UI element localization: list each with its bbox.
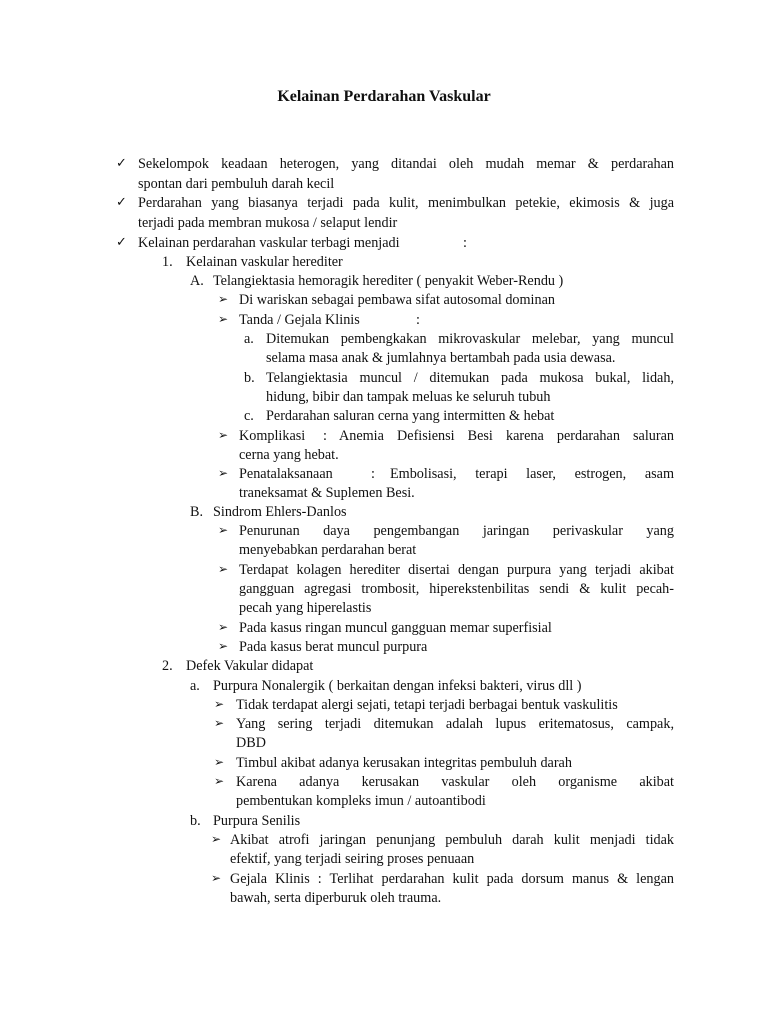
item-line: Gejala Klinis : Terlihat perdarahan kulit pada dorsum manus & lengan <box>230 871 674 887</box>
subsection-marker: a. <box>190 678 200 694</box>
symptom-item <box>0 331 768 371</box>
point-line: Perdarahan yang biasanya terjadi pada kulit, menimbulkan petekie, ekimosis & juga <box>138 195 674 211</box>
item-line: pecah yang hiperelastis <box>239 600 372 616</box>
item-line: Tidak terdapat alergi sejati, tetapi terjadi berbagai bentuk vaskulitis <box>236 697 618 713</box>
symptom-line: hidung, bibir dan tampak meluas ke seluruh tubuh <box>266 389 551 405</box>
arrow-icon: ➢ <box>218 292 229 306</box>
arrow-icon: ➢ <box>214 697 225 711</box>
document-title: Kelainan Perdarahan Vaskular <box>277 88 491 105</box>
arrow-icon: ➢ <box>214 774 225 788</box>
item-line: Tanda / Gejala Klinis <box>239 312 360 328</box>
arrow-item <box>0 523 768 563</box>
arrow-icon: ➢ <box>218 639 229 653</box>
check-point <box>0 235 768 255</box>
item-line: Embolisasi, terapi laser, estrogen, asam <box>390 466 674 482</box>
item-line: menyebabkan perdarahan berat <box>239 542 417 558</box>
subsection-marker: A. <box>190 273 204 289</box>
check-icon: ✓ <box>116 235 127 250</box>
check-icon: ✓ <box>116 156 127 171</box>
subsection-marker: B. <box>190 504 204 520</box>
section-number: 1. <box>162 254 173 270</box>
arrow-icon: ➢ <box>218 620 229 634</box>
item-line: Penurunan daya pengembangan jaringan perivaskular yang <box>239 523 674 539</box>
item-line: Akibat atrofi jaringan penunjang pembuluh darah kulit menjadi tidak <box>230 832 674 848</box>
item-line: gangguan agregasi trombosit, hiperekstenbilitas sendi & kulit pecah- <box>239 581 674 597</box>
section-label: Kelainan vaskular herediter <box>186 254 343 270</box>
item-term: Penatalaksanaan <box>239 466 333 482</box>
arrow-icon: ➢ <box>218 466 229 480</box>
arrow-item <box>0 832 768 872</box>
symptom-item <box>0 370 768 410</box>
arrow-icon: ➢ <box>211 871 222 885</box>
arrow-item <box>0 871 768 911</box>
subsection-label: Purpura Nonalergik ( berkaitan dengan infeksi bakteri, virus dll ) <box>213 678 582 694</box>
subsection-marker: b. <box>190 813 201 829</box>
arrow-icon: ➢ <box>218 312 229 326</box>
symptom-line: Telangiektasia muncul / ditemukan pada mukosa bukal, lidah, <box>266 370 674 386</box>
point-line: spontan dari pembuluh darah kecil <box>138 176 335 192</box>
item-line: Di wariskan sebagai pembawa sifat autosomal dominan <box>239 292 555 308</box>
arrow-icon: ➢ <box>214 755 225 769</box>
item-line: cerna yang hebat. <box>239 447 339 463</box>
symptom-line: Perdarahan saluran cerna yang intermitten & hebat <box>266 408 555 424</box>
arrow-item <box>0 428 768 468</box>
item-line: Anemia Defisiensi Besi karena perdarahan saluran <box>339 428 674 444</box>
check-icon: ✓ <box>116 195 127 210</box>
symptom-marker: c. <box>244 408 254 424</box>
section-number: 2. <box>162 658 173 674</box>
arrow-item <box>0 562 768 622</box>
subsection-label: Purpura Senilis <box>213 813 301 829</box>
item-line: traneksamat & Suplemen Besi. <box>239 485 415 501</box>
arrow-icon: ➢ <box>218 562 229 576</box>
point-line: Sekelompok keadaan heterogen, yang ditandai oleh mudah memar & perdarahan <box>138 156 674 172</box>
item-line: Terdapat kolagen herediter disertai dengan purpura yang terjadi akibat <box>239 562 674 578</box>
section-label: Defek Vakular didapat <box>186 658 314 674</box>
symptom-line: selama masa anak & jumlahnya bertambah pada usia dewasa. <box>266 350 616 366</box>
arrow-item <box>0 716 768 756</box>
item-line: Pada kasus berat muncul purpura <box>239 639 428 655</box>
item-line: Karena adanya kerusakan vaskular oleh organisme akibat <box>236 774 674 790</box>
arrow-icon: ➢ <box>214 716 225 730</box>
arrow-item <box>0 774 768 814</box>
point-colon: : <box>463 235 467 251</box>
symptom-marker: b. <box>244 370 255 386</box>
item-line: Pada kasus ringan muncul gangguan memar superfisial <box>239 620 552 636</box>
item-term: Komplikasi <box>239 428 306 444</box>
arrow-icon: ➢ <box>211 832 222 846</box>
item-colon: : <box>371 466 375 482</box>
check-point <box>0 156 768 196</box>
item-line: Yang sering terjadi ditemukan adalah lupus eritematosus, campak, <box>236 716 674 732</box>
check-point <box>0 195 768 235</box>
symptom-marker: a. <box>244 331 254 347</box>
point-line: Kelainan perdarahan vaskular terbagi menjadi <box>138 235 400 251</box>
item-line: Timbul akibat adanya kerusakan integritas pembuluh darah <box>236 755 572 771</box>
symptom-line: Ditemukan pembengkakan mikrovaskular melebar, yang muncul <box>266 331 674 347</box>
item-line: efektif, yang terjadi seiring proses penuaan <box>230 851 475 867</box>
point-line: terjadi pada membran mukosa / selaput lendir <box>138 215 398 231</box>
subsection-label: Telangiektasia hemoragik herediter ( penyakit Weber-Rendu ) <box>213 273 564 289</box>
item-line: pembentukan kompleks imun / autoantibodi <box>236 793 486 809</box>
item-line: DBD <box>236 735 266 751</box>
arrow-icon: ➢ <box>218 523 229 537</box>
arrow-icon: ➢ <box>218 428 229 442</box>
item-colon: : <box>416 312 420 328</box>
subsection-label: Sindrom Ehlers-Danlos <box>213 504 347 520</box>
item-colon: : <box>323 428 327 444</box>
arrow-item <box>0 466 768 506</box>
item-line: bawah, serta diperburuk oleh trauma. <box>230 890 442 906</box>
